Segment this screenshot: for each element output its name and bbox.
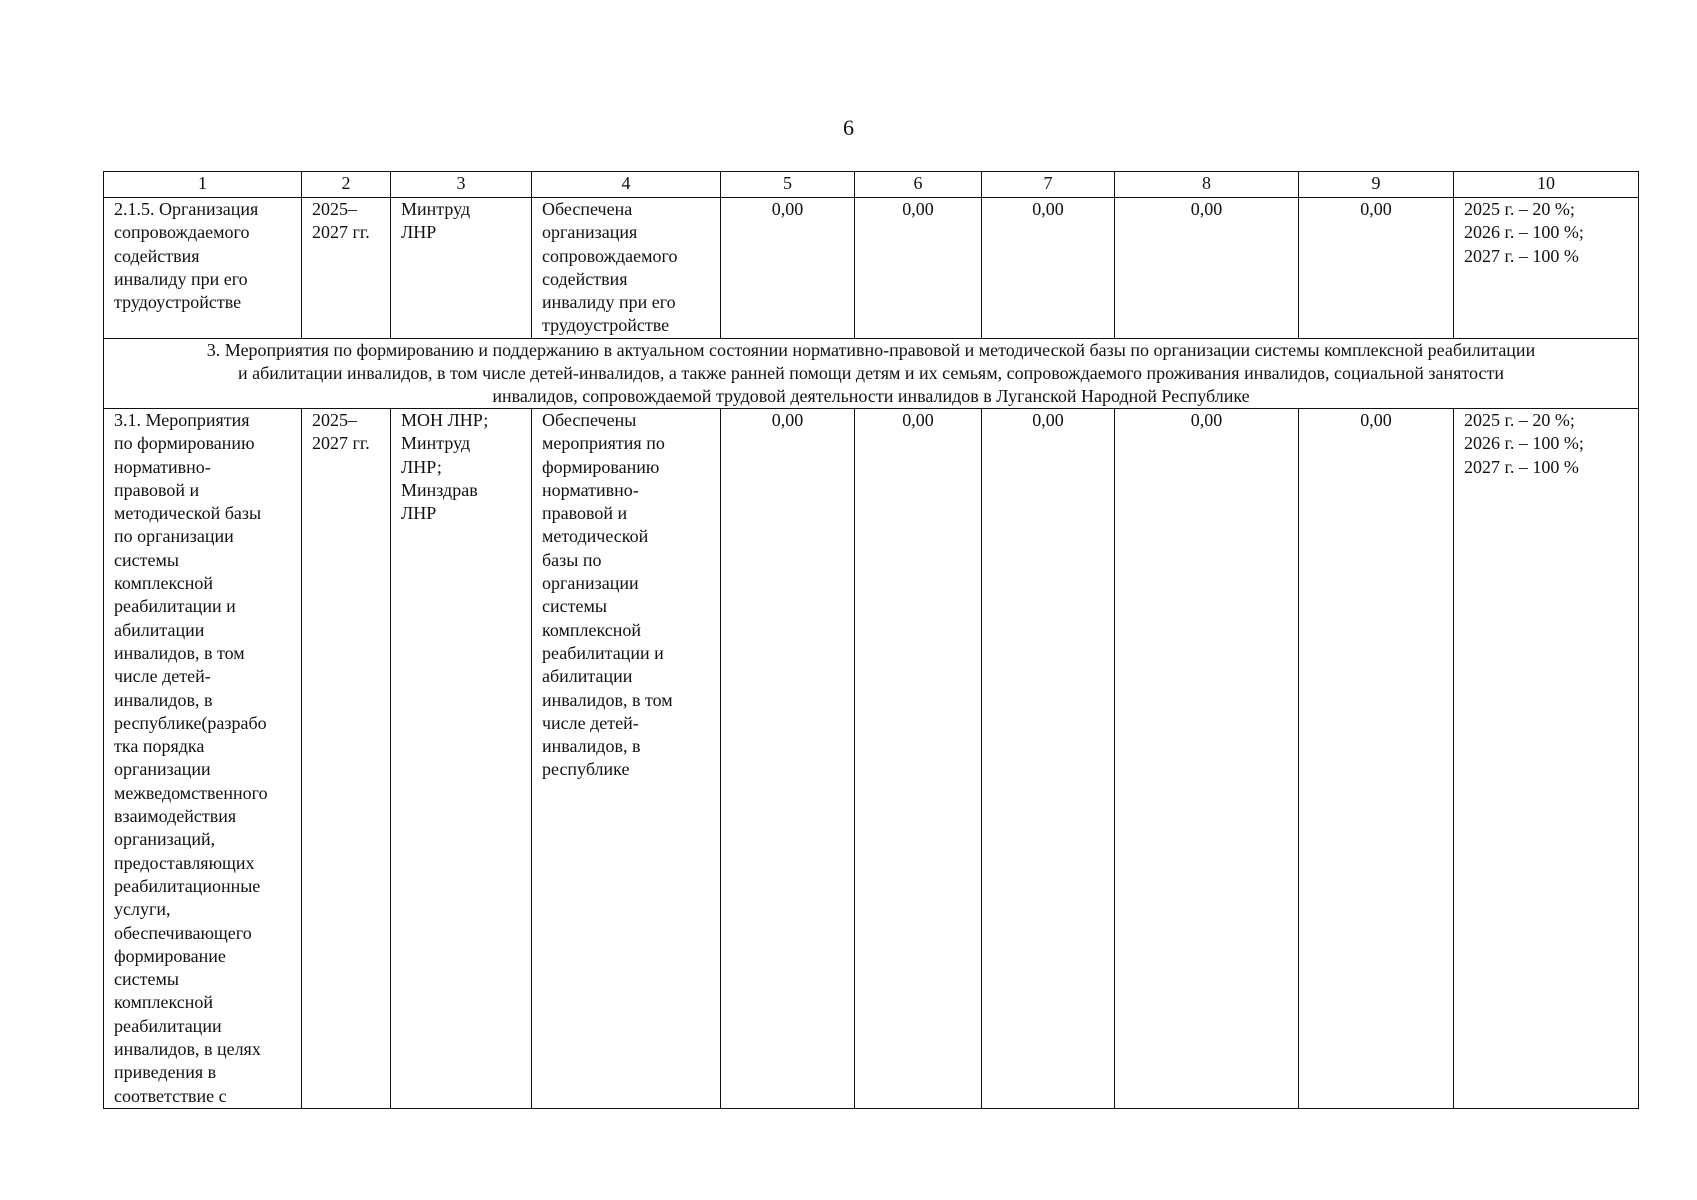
activity-name-line: предоставляющих <box>114 852 255 873</box>
activity-name-line: по организации <box>114 526 234 547</box>
activity-name-line: реабилитационные <box>114 875 261 896</box>
activity-name-line: республике(разрабо <box>114 712 267 733</box>
activity-name-line: содействия <box>114 245 200 266</box>
period-cell <box>302 409 391 1109</box>
activity-name-line: трудоустройстве <box>114 292 242 313</box>
activity-name-line: межведомственного <box>114 782 268 803</box>
activity-name-line: обеспечивающего <box>114 922 252 943</box>
executor-line: Минтруд <box>401 199 471 219</box>
value-col9: 0,00 <box>1299 198 1454 339</box>
executor-line: Минздрав <box>401 479 478 500</box>
column-header: 7 <box>982 172 1115 198</box>
activity-name-line: методической базы <box>114 503 262 524</box>
activity-name-line: правовой и <box>114 479 200 500</box>
result-line: инвалиду при его <box>542 292 676 313</box>
section-heading-line: 3. Мероприятия по формированию и поддержанию в актуальном состоянии нормативно-правовой и методической базы по организации системы комплексной реабилитации <box>206 340 1536 360</box>
activity-name-line: комплексной <box>114 573 214 594</box>
result-cell <box>532 198 721 339</box>
column-header: 1 <box>104 172 302 198</box>
result-line: Обеспечены <box>542 410 637 430</box>
program-activities-table <box>103 171 1639 1109</box>
result-line: мероприятия по <box>542 433 665 454</box>
activity-name-line: 3.1. Мероприятия <box>114 410 250 430</box>
value-col8: 0,00 <box>1115 409 1299 1109</box>
executor-line: ЛНР; <box>401 456 442 477</box>
column-header: 4 <box>532 172 721 198</box>
indicator-cell <box>1454 409 1639 1109</box>
value-col9: 0,00 <box>1299 409 1454 1109</box>
table-row-3-1 <box>104 409 1639 1109</box>
activity-name-line: числе детей- <box>114 666 211 687</box>
result-line: организации <box>542 573 639 594</box>
table-row-2-1-5 <box>104 198 1639 339</box>
period-line: 2027 гг. <box>312 222 370 243</box>
activity-name-cell <box>104 198 302 339</box>
value-col7: 0,00 <box>982 198 1115 339</box>
activity-name-line: абилитации <box>114 619 205 640</box>
indicator-line: 2026 г. – 100 %; <box>1464 222 1584 243</box>
column-number-row <box>104 172 1639 198</box>
page-number: 6 <box>843 115 854 140</box>
result-line: нормативно- <box>542 479 639 500</box>
activity-name-line: системы <box>114 969 179 990</box>
activity-name-line: инвалидов, в целях <box>114 1039 261 1060</box>
column-header: 10 <box>1454 172 1639 198</box>
value-col7: 0,00 <box>982 409 1115 1109</box>
indicator-line: 2025 г. – 20 %; <box>1464 199 1575 219</box>
indicator-line: 2027 г. – 100 % <box>1464 456 1579 477</box>
executor-line: Минтруд <box>401 433 471 454</box>
result-line: комплексной <box>542 619 642 640</box>
activity-name-line: инвалидов, в <box>114 689 213 710</box>
result-line: инвалидов, в том <box>542 689 673 710</box>
value-col8: 0,00 <box>1115 198 1299 339</box>
section-heading-line: и абилитации инвалидов, в том числе детей-инвалидов, а также ранней помощи детям и их семьям, сопровождаемого проживания инвалидов, социальной занятости <box>238 363 1504 383</box>
activity-name-line: инвалиду при его <box>114 268 248 289</box>
activity-name-line: инвалидов, в том <box>114 642 245 663</box>
executor-cell <box>391 198 532 339</box>
column-header: 3 <box>391 172 532 198</box>
activity-name-line: реабилитации и <box>114 596 236 617</box>
activity-name-line: соответствие с <box>114 1085 227 1106</box>
executor-cell <box>391 409 532 1109</box>
executor-line: ЛНР <box>401 503 437 524</box>
result-line: организация <box>542 222 638 243</box>
period-line: 2027 гг. <box>312 433 370 454</box>
activity-name-line: взаимодействия <box>114 806 237 827</box>
activity-name-line: тка порядка <box>114 736 205 757</box>
result-line: трудоустройстве <box>542 315 670 336</box>
executor-line: МОН ЛНР; <box>401 410 489 430</box>
activity-name-line: нормативно- <box>114 456 211 477</box>
result-line: республике <box>542 759 630 780</box>
section-3-row <box>104 339 1639 409</box>
activity-name-line: услуги, <box>114 899 171 920</box>
result-cell <box>532 409 721 1109</box>
activity-name-line: сопровождаемого <box>114 222 250 243</box>
result-line: реабилитации и <box>542 642 664 663</box>
value-col6: 0,00 <box>855 409 982 1109</box>
indicator-line: 2025 г. – 20 %; <box>1464 410 1575 430</box>
section-heading-line: инвалидов, сопровождаемой трудовой деятельности инвалидов в Луганской Народной Республике <box>492 386 1250 406</box>
executor-line: ЛНР <box>401 222 437 243</box>
period-cell <box>302 198 391 339</box>
activity-name-line: приведения в <box>114 1062 217 1083</box>
result-line: числе детей- <box>542 712 639 733</box>
indicator-line: 2026 г. – 100 %; <box>1464 433 1584 454</box>
activity-name-line: комплексной <box>114 992 214 1013</box>
period-line: 2025– <box>312 410 357 430</box>
section-3-heading <box>104 339 1639 409</box>
column-header: 8 <box>1115 172 1299 198</box>
result-line: абилитации <box>542 666 633 687</box>
activity-name-line: организаций, <box>114 829 216 850</box>
column-header: 9 <box>1299 172 1454 198</box>
result-line: системы <box>542 596 607 617</box>
result-line: инвалидов, в <box>542 736 641 757</box>
value-col5: 0,00 <box>721 198 855 339</box>
column-header: 2 <box>302 172 391 198</box>
value-col6: 0,00 <box>855 198 982 339</box>
period-line: 2025– <box>312 199 357 219</box>
result-line: содействия <box>542 268 628 289</box>
result-line: формированию <box>542 456 660 477</box>
activity-name-line: реабилитации <box>114 1015 222 1036</box>
result-line: методической <box>542 526 649 547</box>
activity-name-line: по формированию <box>114 433 255 454</box>
activity-name-cell <box>104 409 302 1109</box>
indicator-line: 2027 г. – 100 % <box>1464 245 1579 266</box>
activity-name-line: организации <box>114 759 211 780</box>
result-line: сопровождаемого <box>542 245 678 266</box>
result-line: Обеспечена <box>542 199 633 219</box>
result-line: базы по <box>542 549 602 570</box>
activity-name-line: системы <box>114 549 179 570</box>
result-line: правовой и <box>542 503 628 524</box>
activity-name-line: формирование <box>114 945 226 966</box>
value-col5: 0,00 <box>721 409 855 1109</box>
indicator-cell <box>1454 198 1639 339</box>
activity-name-line: 2.1.5. Организация <box>114 199 259 219</box>
column-header: 5 <box>721 172 855 198</box>
column-header: 6 <box>855 172 982 198</box>
